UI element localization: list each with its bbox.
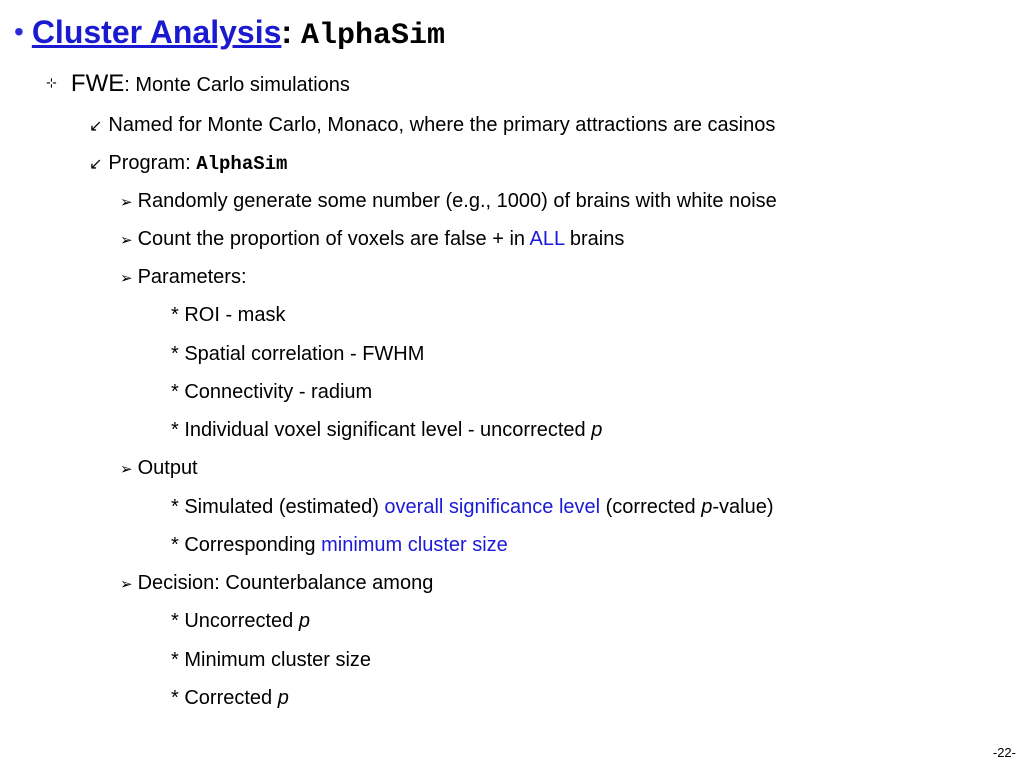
parameters-label: Parameters: bbox=[137, 266, 247, 288]
output-corr-highlight: minimum cluster size bbox=[321, 534, 508, 556]
output-corresponding bbox=[171, 535, 508, 555]
randomly-item bbox=[120, 191, 777, 211]
cluster-analysis-link[interactable]: Cluster Analysis bbox=[31, 14, 282, 50]
arrowhead-bullet-icon: ➢ bbox=[120, 194, 133, 211]
decision-uncorrected bbox=[171, 611, 310, 631]
program-code: AlphaSim bbox=[196, 153, 288, 175]
arrowhead-bullet-icon: ➢ bbox=[120, 232, 133, 249]
decision-label: Decision: Counterbalance among bbox=[137, 572, 434, 594]
arrowhead-bullet-icon: ➢ bbox=[120, 576, 133, 593]
decision-corrected bbox=[171, 688, 289, 708]
count-item bbox=[120, 229, 624, 249]
decision-uncorrected-p: p bbox=[298, 610, 310, 632]
output-corr-pre: * Corresponding bbox=[171, 534, 322, 556]
fwe-text: : Monte Carlo simulations bbox=[124, 74, 350, 96]
decision-uncorrected-text: * Uncorrected bbox=[171, 610, 299, 632]
decision-minimum: * Minimum cluster size bbox=[171, 649, 372, 671]
output-simulated-mid: (corrected bbox=[600, 496, 702, 518]
slide-title bbox=[14, 16, 445, 51]
title-bullet: • bbox=[14, 16, 24, 47]
program-text: Program: bbox=[108, 152, 197, 174]
fwe-label: FWE bbox=[70, 70, 125, 97]
param-spatial: * Spatial correlation - FWHM bbox=[171, 343, 425, 365]
randomly-text: Randomly generate some number (e.g., 1000) of brains with white noise bbox=[137, 190, 777, 212]
fwe-bullet-icon: ⊹ bbox=[46, 75, 57, 90]
arrowhead-bullet-icon: ➢ bbox=[120, 461, 133, 478]
param-connectivity: * Connectivity - radium bbox=[171, 381, 373, 403]
output-simulated-post: -value) bbox=[712, 496, 774, 518]
output-simulated-p: p bbox=[701, 496, 713, 518]
title-code: AlphaSim bbox=[300, 19, 445, 53]
output-item bbox=[120, 458, 198, 478]
count-text-pre: Count the proportion of voxels are false + in bbox=[137, 228, 530, 250]
output-simulated-highlight: overall significance level bbox=[384, 496, 601, 518]
fwe-item bbox=[46, 72, 350, 96]
title-colon: : bbox=[281, 14, 293, 50]
arrow-bullet-icon: ↙ bbox=[89, 118, 103, 135]
decision-item bbox=[120, 573, 433, 593]
decision-corrected-text: * Corrected bbox=[171, 687, 278, 709]
decision-corrected-p: p bbox=[277, 687, 289, 709]
parameters-item bbox=[120, 267, 247, 287]
program-item bbox=[89, 153, 287, 174]
param-individual-p: p bbox=[591, 419, 603, 441]
output-label: Output bbox=[137, 457, 198, 479]
named-text: Named for Monte Carlo, Monaco, where the primary attractions are casinos bbox=[108, 114, 776, 136]
page-number: -22- bbox=[992, 745, 1016, 760]
param-individual bbox=[171, 420, 602, 440]
param-individual-text: * Individual voxel significant level - uncorrected bbox=[171, 419, 592, 441]
count-text-post: brains bbox=[564, 228, 625, 250]
count-highlight: ALL bbox=[529, 228, 565, 250]
output-simulated-pre: * Simulated (estimated) bbox=[171, 496, 385, 518]
named-item bbox=[89, 115, 775, 135]
param-roi: * ROI - mask bbox=[171, 304, 286, 326]
output-simulated bbox=[171, 497, 774, 517]
arrowhead-bullet-icon: ➢ bbox=[120, 270, 133, 287]
arrow-bullet-icon: ↙ bbox=[89, 156, 103, 173]
